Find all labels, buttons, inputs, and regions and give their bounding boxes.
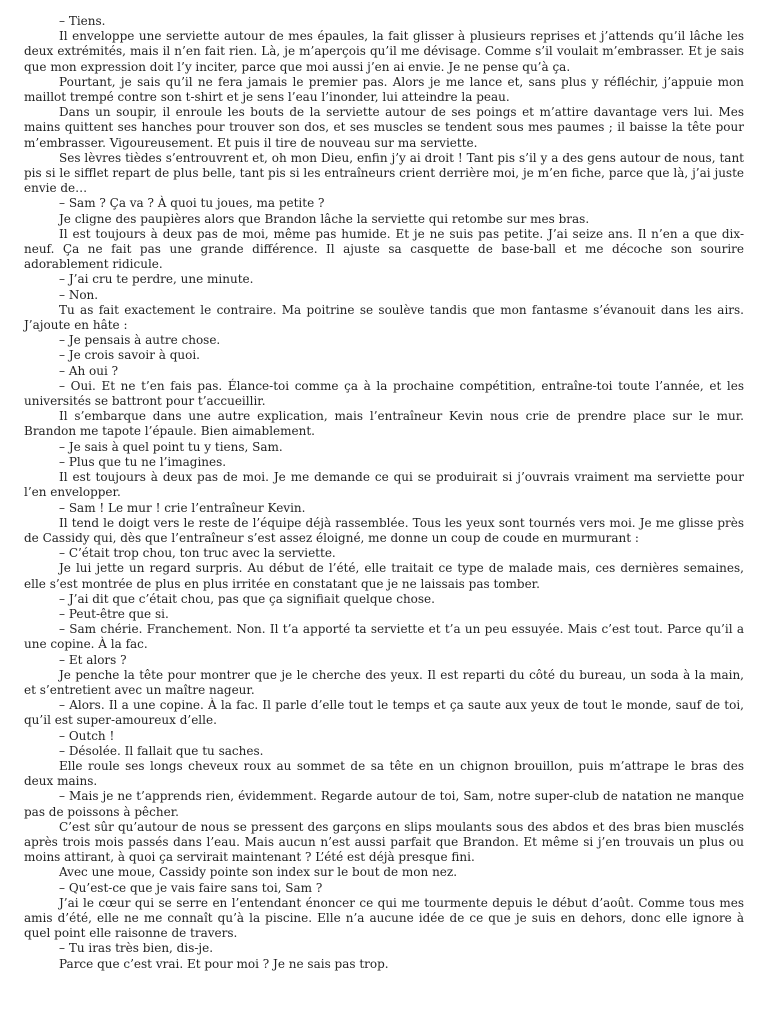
paragraph: – Tiens.	[59, 14, 106, 28]
paragraph: – Je pensais à autre chose.	[59, 333, 221, 348]
paragraph: – Désolée. Il fallait que tu saches.	[59, 743, 264, 758]
paragraph: – Non.	[59, 287, 99, 302]
paragraph: Il s’embarque dans une autre explication, mais l’entraîneur Kevin nous crie de prendre place sur le mur. Brandon me tapote l’épaule. Bien aimablement.	[24, 409, 744, 439]
paragraph: Avec une moue, Cassidy pointe son index sur le bout de mon nez.	[59, 865, 458, 880]
paragraph: Il enveloppe une serviette autour de mes épaules, la fait glisser à plusieurs reprises et j’attends qu’il lâche les deux extrémités, mais il n’en fait rien. Là, je m’aperçois qu’il me dévisage. Comme s’il voulait m’embrasser. Et je sais que mon expression doit l’y inciter, parce que moi aussi j’en ai envie. Je ne pense qu’à ça.	[24, 29, 744, 74]
paragraph: Il est toujours à deux pas de moi, même pas humide. Et je ne suis pas petite. J’ai seize ans. Il n’en a que dix-neuf. Ça ne fait pas une grande différence. Il ajuste sa casquette de base-ball et me décoche son sourire adorablement ridicule.	[24, 226, 744, 272]
paragraph: – Je crois savoir à quoi.	[59, 348, 200, 363]
paragraph: Ses lèvres tièdes s’entrouvrent et, oh mon Dieu, enfin j’y ai droit ! Tant pis s’il y a des gens autour de nous, tant pis si le sifflet repart de plus belle, tant pis si les entraîneurs crient derrière moi, je m’en fiche, parce que là, j’ai juste envie de…	[24, 150, 744, 196]
paragraph: – Ah oui ?	[59, 363, 119, 378]
paragraph: – Tu iras très bien, dis-je.	[59, 941, 214, 956]
paragraph: – Et alors ?	[59, 652, 127, 667]
paragraph: Elle roule ses longs cheveux roux au sommet de sa tête en un chignon brouillon, puis m’attrape le bras des deux mains.	[24, 758, 744, 789]
paragraph: – Sam ! Le mur ! crie l’entraîneur Kevin.	[59, 500, 306, 515]
paragraph: Je penche la tête pour montrer que je le cherche des yeux. Il est reparti du côté du bureau, un soda à la main, et s’entretient avec un maître nageur.	[24, 667, 744, 697]
paragraph: – Alors. Il a une copine. À la fac. Il parle d’elle tout le temps et ça saute aux yeux de tout le monde, sauf de toi, qu’il est super-amoureux d’elle.	[24, 698, 744, 728]
paragraph: – Je sais à quel point tu y tiens, Sam.	[59, 439, 283, 454]
paragraph: Je cligne des paupières alors que Brandon lâche la serviette qui retombe sur mes bras.	[59, 211, 590, 226]
paragraph: – Peut-être que si.	[59, 606, 169, 621]
paragraph: – Plus que tu ne l’imagines.	[59, 454, 227, 469]
paragraph: – Outch !	[59, 728, 115, 743]
paragraph: C’est sûr qu’autour de nous se pressent des garçons en slips moulants sous des abdos et des bras bien musclés après trois mois passés dans l’eau. Mais aucun n’est aussi parfait que Brandon. Et même si j’en trouvais un plus ou moins attirant, à quoi ça servirait maintenant ? L’été est déjà presque fini.	[24, 819, 744, 865]
paragraph: Dans un soupir, il enroule les bouts de la serviette autour de ses poings et m’attire davantage vers lui. Mes mains quittent ses hanches pour trouver son dos, et ses muscles se tendent sous mes paumes ; il baisse la tête pour m’embrasser. Vigoureusement. Et puis il tire de nouveau sur ma serviette.	[24, 105, 744, 150]
paragraph: Tu as fait exactement le contraire. Ma poitrine se soulève tandis que mon fantasme s’évanouit dans les airs. J’ajoute en hâte :	[24, 302, 744, 333]
paragraph: Je lui jette un regard surpris. Au début de l’été, elle traitait ce type de malade mais, ces dernières semaines, elle s’est montrée de plus en plus irritée en constatant que je ne laissais pas tomber.	[24, 561, 744, 591]
paragraph: Pourtant, je sais qu’il ne fera jamais le premier pas. Alors je me lance et, sans plus y réfléchir, j’appuie mon maillot trempé contre son t-shirt et je sens l’eau l’inonder, lui atteindre la peau.	[24, 74, 744, 105]
paragraph: Il est toujours à deux pas de moi. Je me demande ce qui se produirait si j’ouvrais vraiment ma serviette pour l’en envelopper.	[24, 470, 744, 500]
paragraph: J’ai le cœur qui se serre en l’entendant énoncer ce qui me tourmente depuis le début d’août. Comme tous mes amis d’été, elle ne me connaît qu’à la piscine. Elle n’a aucune idée de ce que je suis en dehors, donc elle ignore à quel point elle raisonne de travers.	[24, 895, 744, 941]
paragraph: – Mais je ne t’apprends rien, évidemment. Regarde autour de toi, Sam, notre super-club de natation ne manque pas de poissons à pêcher.	[24, 789, 744, 819]
paragraph: – J’ai dit que c’était chou, pas que ça signifiait quelque chose.	[59, 591, 435, 606]
paragraph: Il tend le doigt vers le reste de l’équipe déjà rassemblée. Tous les yeux sont tournés vers moi. Je me glisse près de Cassidy qui, dès que l’entraîneur s’est assez éloigné, me donne un coup de coude en murmurant :	[24, 515, 744, 545]
paragraph: – Sam ? Ça va ? À quoi tu joues, ma petite ?	[59, 196, 325, 211]
paragraph: – Oui. Et ne t’en fais pas. Élance-toi comme ça à la prochaine compétition, entraîne-toi toute l’année, et les universités se battront pour t’accueillir.	[24, 378, 744, 409]
paragraph: – Qu’est-ce que je vais faire sans toi, Sam ?	[59, 880, 323, 895]
paragraph: – C’était trop chou, ton truc avec la serviette.	[59, 546, 336, 561]
paragraph: – Sam chérie. Franchement. Non. Il t’a apporté ta serviette et t’a un peu essuyée. Mais c’est tout. Parce qu’il a une copine. À la fac.	[24, 622, 744, 652]
paragraph: – J’ai cru te perdre, une minute.	[59, 272, 254, 287]
paragraph: Parce que c’est vrai. Et pour moi ? Je ne sais pas trop.	[59, 956, 389, 971]
